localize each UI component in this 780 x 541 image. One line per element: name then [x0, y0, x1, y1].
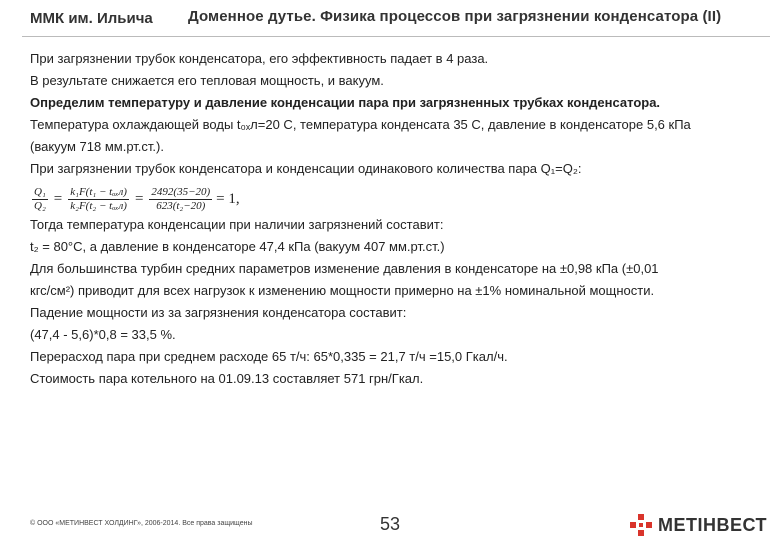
header-divider: [22, 36, 770, 37]
text-line: При загрязнении трубок конденсатора, его эффективность падает в 4 раза.: [30, 51, 489, 66]
text-line: (47,4 - 5,6)*0,8 = 33,5 %.: [30, 327, 176, 342]
company-name: ММК им. Ильича: [30, 10, 153, 27]
slide-header: [0, 0, 780, 40]
fraction-q: [32, 186, 48, 213]
fraction-numerator: k₁F(t₁ − tₒₓл): [70, 185, 127, 198]
text-line: (вакуум 718 мм.рт.ст.).: [30, 139, 164, 154]
metinvest-logo: [630, 514, 767, 536]
text-line: При загрязнении трубок конденсатора и конденсации одинакового количества пара Q₁=Q₂:: [30, 161, 582, 176]
equation-result: = 1,: [216, 191, 240, 207]
logo-text: МЕТІНВЕСТ: [658, 514, 768, 535]
slide-body: [30, 50, 760, 392]
copyright-text: © ООО «МЕТИНВЕСТ ХОЛДИНГ», 2006-2014. Все права защищены: [30, 520, 253, 527]
slide-title: Доменное дутье. Физика процессов при загрязнении конденсатора (II): [188, 8, 722, 25]
slide-footer: [0, 500, 780, 540]
fraction-numerator: Q₁: [34, 185, 46, 198]
equals-sign: =: [53, 191, 63, 207]
text-line: Стоимость пара котельного на 01.09.13 составляет 571 грн/Гкал.: [30, 371, 424, 386]
fraction-denominator: k₂F(t₂ − tₒₓл): [70, 199, 127, 212]
text-line: Тогда температура конденсации при наличии загрязнений составит:: [30, 217, 444, 232]
fraction-numeric: [149, 186, 212, 213]
page-number: 53: [380, 514, 401, 534]
text-line: Падение мощности из за загрязнения конденсатора составит:: [30, 305, 407, 320]
equation: [30, 182, 760, 216]
fraction-kf: [68, 186, 129, 213]
text-line: Перерасход пара при среднем расходе 65 т/ч: 65*0,335 = 21,7 т/ч =15,0 Гкал/ч.: [30, 349, 508, 364]
logo-mark-icon: [630, 514, 652, 536]
text-line: кгс/см²) приводит для всех нагрузок к изменению мощности примерно на ±1% номинальной мощности.: [30, 283, 655, 298]
fraction-denominator: Q₂: [34, 199, 46, 212]
text-line: Температура охлаждающей воды t₀ₓл=20 С, температура конденсата 35 С, давление в конденсаторе 5,6 кПа: [30, 117, 691, 132]
equals-sign: =: [134, 191, 144, 207]
text-line: В результате снижается его тепловая мощность, и вакуум.: [30, 73, 384, 88]
text-line: t₂ = 80°C, а давление в конденсаторе 47,4 кПа (вакуум 407 мм.рт.ст.): [30, 239, 445, 254]
fraction-denominator: 623(t₂−20): [156, 199, 206, 212]
fraction-numerator: 2492(35−20): [151, 185, 211, 198]
text-line: Для большинства турбин средних параметров изменение давления в конденсаторе на ±0,98 кПа (±0,01: [30, 261, 659, 276]
bold-heading-line: Определим температуру и давление конденсации пара при загрязненных трубках конденсатора.: [30, 95, 661, 110]
